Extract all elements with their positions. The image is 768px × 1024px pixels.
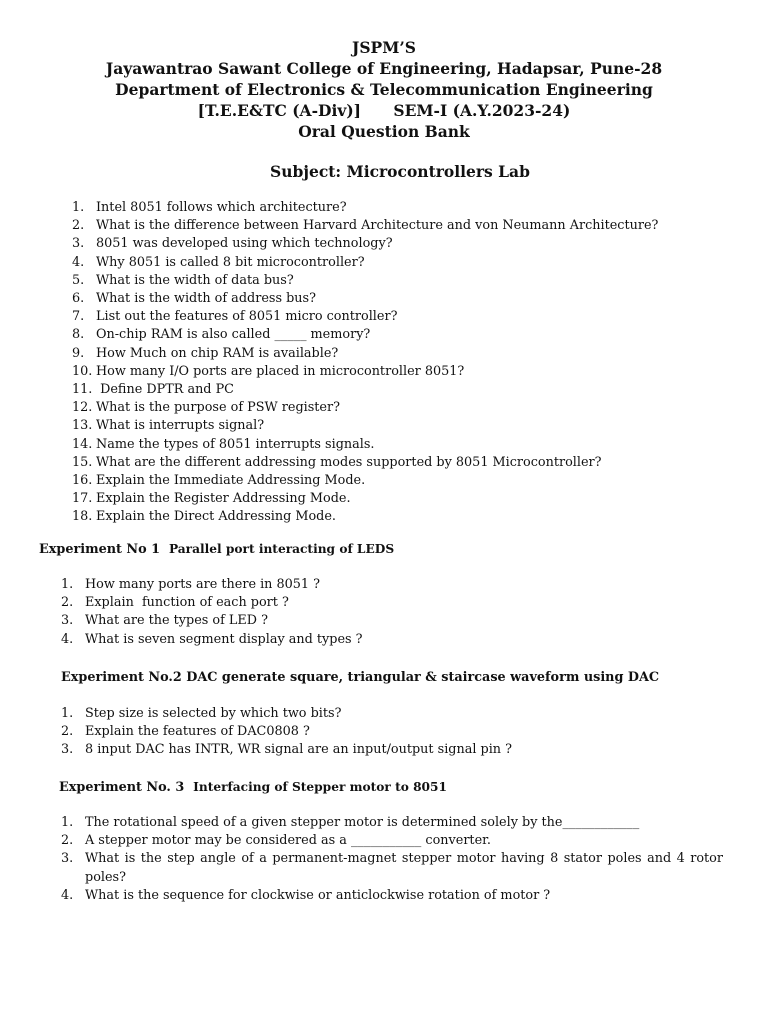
- experiment-2-heading-lead: Experiment No.2 DAC generate square, triangular & staircase waveform using DAC: [61, 670, 660, 685]
- question-item: [61, 612, 363, 630]
- question-number: 5.: [72, 272, 85, 288]
- question-text: What is the step angle of a permanent-magnet stepper motor having 8 stator poles and 4 rotor poles?: [85, 851, 728, 885]
- question-item: [61, 723, 512, 741]
- question-text: What is interrupts signal?: [96, 418, 265, 434]
- experiment-3-question-list: [61, 814, 728, 905]
- question-text: What is seven segment display and types ?: [85, 631, 363, 647]
- question-item: [72, 363, 732, 381]
- question-text: What are the types of LED ?: [85, 613, 268, 629]
- question-item: [72, 272, 732, 290]
- question-item: [72, 472, 732, 490]
- question-item: [61, 832, 723, 850]
- question-number: 4.: [61, 887, 74, 903]
- question-number: 4.: [61, 631, 74, 647]
- question-text: Explain the Immediate Addressing Mode.: [96, 473, 366, 489]
- header-class-semester: [T.E.E&TC (A-Div)] SEM-I (A.Y.2023-24): [197, 101, 571, 120]
- question-item: [72, 308, 732, 326]
- question-text: What is the difference between Harvard Architecture and von Neumann Architecture?: [96, 218, 659, 234]
- question-item: [61, 576, 363, 594]
- question-item: [72, 490, 732, 508]
- question-item: [61, 887, 723, 905]
- question-text: Explain the Direct Addressing Mode.: [96, 509, 337, 525]
- question-number: 2.: [61, 724, 74, 740]
- question-text: The rotational speed of a given stepper motor is determined solely by the____________: [85, 815, 640, 830]
- question-number: 18.: [72, 509, 93, 525]
- question-number: 17.: [72, 491, 93, 507]
- experiment-1-question-list: [61, 576, 363, 649]
- question-item: [72, 436, 732, 454]
- question-item: [61, 814, 723, 832]
- general-question-list: [72, 199, 732, 527]
- question-item: [72, 345, 732, 363]
- question-number: 4.: [72, 254, 85, 270]
- question-item: [72, 326, 732, 344]
- question-number: 3.: [61, 851, 74, 867]
- question-number: 3.: [72, 236, 85, 252]
- question-number: 8.: [72, 327, 85, 343]
- header-doc-title: Oral Question Bank: [298, 122, 470, 141]
- question-item: [72, 417, 732, 435]
- question-text: 8 input DAC has INTR, WR signal are an input/output signal pin ?: [85, 742, 512, 758]
- question-item: [72, 399, 732, 417]
- header-college: Jayawantrao Sawant College of Engineering, Hadapsar, Pune-28: [105, 59, 663, 78]
- question-number: 7.: [72, 309, 85, 325]
- experiment-2-heading: [61, 668, 659, 687]
- question-number: 10.: [72, 363, 93, 379]
- question-number: 1.: [61, 577, 74, 592]
- question-number: 9.: [72, 345, 85, 361]
- question-number: 6.: [72, 291, 85, 307]
- question-number: 2.: [72, 218, 85, 234]
- question-item: [72, 235, 732, 253]
- experiment-3-heading: [59, 778, 447, 797]
- question-text: On-chip RAM is also called _____ memory?: [96, 327, 371, 343]
- question-text: Explain function of each port ?: [85, 595, 289, 611]
- question-text: Define DPTR and PC: [96, 382, 234, 398]
- experiment-1-heading-lead: Experiment No 1: [39, 542, 169, 557]
- question-number: 1.: [61, 815, 74, 830]
- question-item: [61, 631, 363, 649]
- header-department: Department of Electronics & Telecommunication Engineering: [115, 80, 653, 99]
- question-item: [61, 741, 512, 759]
- question-item: [72, 290, 732, 308]
- document-header: [0, 37, 768, 142]
- question-text: 8051 was developed using which technology?: [96, 236, 393, 252]
- question-item: [61, 594, 363, 612]
- question-text: How many ports are there in 8051 ?: [85, 577, 320, 592]
- question-item: [61, 705, 512, 723]
- question-number: 14.: [72, 436, 93, 452]
- question-item: [72, 381, 732, 399]
- question-text: What is the sequence for clockwise or anticlockwise rotation of motor ?: [85, 887, 551, 903]
- question-number: 16.: [72, 473, 93, 489]
- question-number: 2.: [61, 833, 74, 849]
- question-number: 1.: [61, 706, 74, 721]
- question-text: How many I/O ports are placed in microcontroller 8051?: [96, 363, 465, 379]
- question-text: What is the purpose of PSW register?: [96, 400, 340, 416]
- experiment-3-heading-title: Interfacing of Stepper motor to 8051: [193, 780, 447, 794]
- question-number: 3.: [61, 613, 74, 629]
- question-number: 11.: [72, 382, 93, 398]
- question-number: 3.: [61, 742, 74, 758]
- question-text: Why 8051 is called 8 bit microcontroller?: [96, 254, 365, 270]
- question-text: What is the width of address bus?: [96, 291, 316, 307]
- question-item: [61, 850, 728, 886]
- question-item: [72, 217, 732, 235]
- experiment-2-question-list: [61, 705, 512, 760]
- subject-title: Subject: Microcontrollers Lab: [270, 162, 530, 181]
- question-item: [72, 254, 732, 272]
- question-item: [72, 508, 732, 526]
- question-text: Name the types of 8051 interrupts signals.: [96, 436, 375, 452]
- question-number: 13.: [72, 418, 93, 434]
- question-text: A stepper motor may be considered as a ___________ converter.: [85, 833, 491, 849]
- experiment-1-heading: [39, 540, 394, 559]
- question-text: Intel 8051 follows which architecture?: [96, 200, 347, 215]
- question-item: [72, 454, 732, 472]
- question-number: 12.: [72, 400, 93, 416]
- question-text: What is the width of data bus?: [96, 272, 294, 288]
- question-number: 2.: [61, 595, 74, 611]
- experiment-1-heading-title: Parallel port interacting of LEDS: [168, 542, 395, 556]
- question-text: How Much on chip RAM is available?: [96, 345, 339, 361]
- question-text: Explain the Register Addressing Mode.: [96, 491, 351, 507]
- question-text: What are the different addressing modes supported by 8051 Microcontroller?: [96, 454, 602, 470]
- question-text: List out the features of 8051 micro controller?: [96, 309, 398, 325]
- question-text: Explain the features of DAC0808 ?: [85, 724, 310, 740]
- header-org: JSPM’S: [352, 38, 416, 57]
- experiment-3-heading-lead: Experiment No. 3: [59, 780, 194, 795]
- question-item: [72, 199, 732, 217]
- question-text: Step size is selected by which two bits?: [85, 706, 342, 721]
- question-number: 15.: [72, 454, 93, 470]
- question-number: 1.: [72, 200, 85, 215]
